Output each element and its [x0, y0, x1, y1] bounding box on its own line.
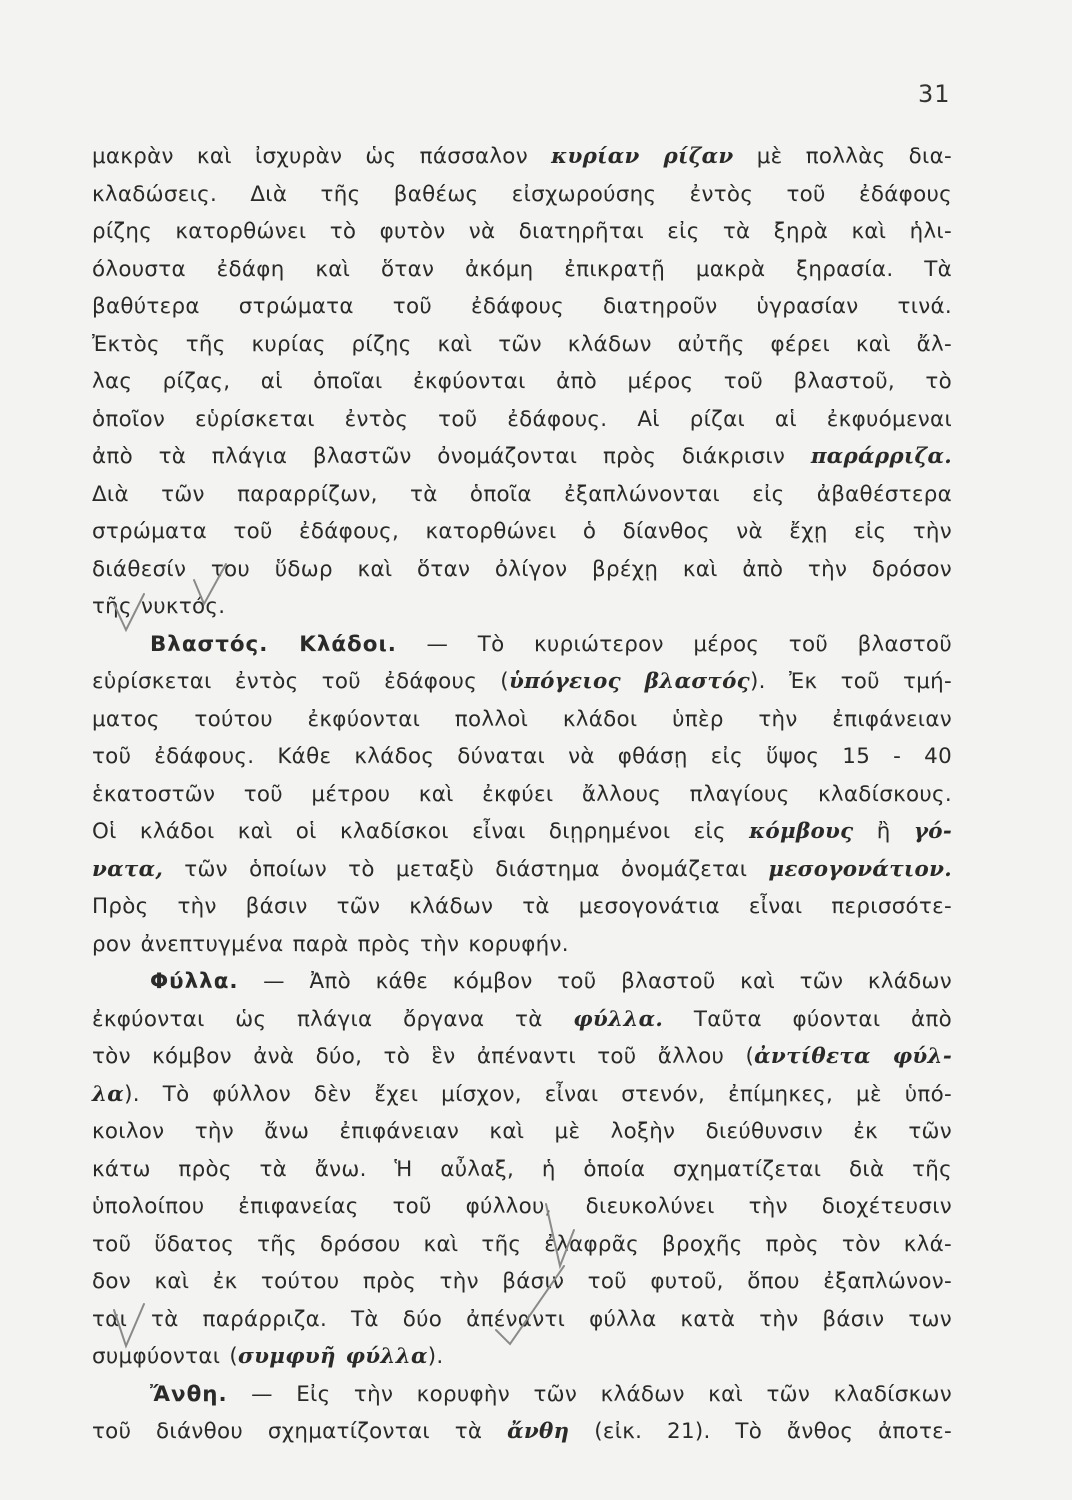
section-heading: Βλαστός. Κλάδοι.	[150, 631, 397, 657]
text-line: εὑρίσκεται ἐντὸς τοῦ ἐδάφους (ὑπόγειος βλαστός). Ἐκ τοῦ τμή-	[92, 669, 952, 694]
text-line: λας ρίζας, αἱ ὁποῖαι ἐκφύονται ἀπὸ μέρος τοῦ βλαστοῦ, τὸ	[92, 369, 952, 394]
section-heading: Φύλλα.	[150, 969, 239, 994]
text-line: λα). Τὸ φύλλον δὲν ἔχει μίσχον, εἶναι στενόν, ἐπίμηκες, μὲ ὑπό-	[92, 1081, 952, 1107]
text-line: βαθύτερα στρώματα τοῦ ἐδάφους διατηροῦν ὑγρασίαν τινά.	[92, 294, 952, 319]
text-line: ται τὰ παράρριζα. Τὰ δύο ἀπέναντι φύλλα κατὰ τὴν βάσιν των	[92, 1306, 952, 1332]
text-line: ἀπὸ τὰ πλάγια βλαστῶν ὀνομάζονται πρὸς διάκρισιν παράρριζα.	[92, 444, 952, 469]
text-line: ρον ἀνεπτυγμένα παρὰ πρὸς τὴν κορυφήν.	[92, 931, 569, 957]
section-heading-line: Φύλλα. — Ἀπὸ κάθε κόμβον τοῦ βλαστοῦ καὶ τῶν κλάδων	[150, 969, 952, 994]
text-line: συμφύονται (συμφυῆ φύλλα).	[92, 1344, 444, 1369]
text-line: τοῦ διάνθου σχηματίζονται τὰ ἄνθη (εἰκ. 21). Τὸ ἄνθος ἀποτε-	[92, 1419, 953, 1444]
text-line: Οἱ κλάδοι καὶ οἱ κλαδίσκοι εἶναι διῃρημένοι εἰς κόμβους ἢ γό-	[92, 819, 952, 844]
text-line: ἑκατοστῶν τοῦ μέτρου καὶ ἐκφύει ἄλλους πλαγίους κλαδίσκους.	[92, 781, 952, 807]
text-line: ὑπολοίπου ἐπιφανείας τοῦ φύλλου, διευκολύνει τὴν διοχέτευσιν	[92, 1194, 952, 1219]
text-line: Διὰ τῶν παραρρίζων, τὰ ὁποῖα ἐξαπλώνονται εἰς ἀβαθέστερα	[92, 481, 952, 507]
body-text	[92, 138, 952, 1451]
text-line: κοιλον τὴν ἄνω ἐπιφάνειαν καὶ μὲ λοξὴν διεύθυνσιν ἐκ τῶν	[92, 1119, 952, 1144]
section-heading: Ἄνθη.	[150, 1381, 228, 1407]
text-line: ὁποῖον εὑρίσκεται ἐντὸς τοῦ ἐδάφους. Αἱ ρίζαι αἱ ἐκφυόμεναι	[92, 406, 952, 432]
text-line: ἐκφύονται ὡς πλάγια ὄργανα τὰ φύλλα. Ταῦτα φύονται ἀπὸ	[92, 1006, 952, 1032]
text-line: τὸν κόμβον ἀνὰ δύο, τὸ ἓν ἀπέναντι τοῦ ἄλλου (ἀντίθετα φύλ-	[92, 1044, 952, 1069]
section-heading-line: Βλαστός. Κλάδοι. — Τὸ κυριώτερον μέρος τοῦ βλαστοῦ	[150, 631, 952, 657]
text-line: Πρὸς τὴν βάσιν τῶν κλάδων τὰ μεσογονάτια εἶναι περισσότε-	[92, 894, 952, 919]
text-line: μακρὰν καὶ ἰσχυρὰν ὡς πάσσαλον κυρίαν ρίζαν μὲ πολλὰς δια-	[92, 144, 952, 169]
text-line: τῆς νυκτός.	[92, 594, 226, 619]
text-line: τοῦ ἐδάφους. Κάθε κλάδος δύναται νὰ φθάσῃ εἰς ὕψος 15 - 40	[92, 744, 952, 769]
text-line: κλαδώσεις. Διὰ τῆς βαθέως εἰσχωρούσης ἐντὸς τοῦ ἐδάφους	[92, 181, 952, 207]
text-line: δον καὶ ἐκ τούτου πρὸς τὴν βάσιν τοῦ φυτοῦ, ὅπου ἐξαπλώνον-	[92, 1269, 952, 1294]
text-line: Ἐκτὸς τῆς κυρίας ρίζης καὶ τῶν κλάδων αὐτῆς φέρει καὶ ἄλ-	[92, 331, 952, 357]
text-line: ματος τούτου ἐκφύονται πολλοὶ κλάδοι ὑπὲρ τὴν ἐπιφάνειαν	[92, 706, 952, 732]
text-line: κάτω πρὸς τὰ ἄνω. Ἡ αὖλαξ, ἡ ὁποία σχηματίζεται διὰ τῆς	[92, 1156, 952, 1182]
text-line: διάθεσίν του ὕδωρ καὶ ὅταν ὀλίγον βρέχῃ καὶ ἀπὸ τὴν δρόσον	[92, 556, 952, 582]
text-line: τοῦ ὕδατος τῆς δρόσου καὶ τῆς ἐλαφρᾶς βροχῆς πρὸς τὸν κλά-	[92, 1231, 952, 1257]
text-line: ρίζης κατορθώνει τὸ φυτὸν νὰ διατηρῆται εἰς τὰ ξηρὰ καὶ ἡλι-	[92, 219, 952, 244]
section-heading-line: Ἄνθη. — Εἰς τὴν κορυφὴν τῶν κλάδων καὶ τῶν κλαδίσκων	[150, 1381, 952, 1407]
text-line: στρώματα τοῦ ἐδάφους, κατορθώνει ὁ δίανθος νὰ ἔχῃ εἰς τὴν	[92, 519, 952, 544]
page-number: 31	[918, 80, 951, 108]
text-line: νατα, τῶν ὁποίων τὸ μεταξὺ διάστημα ὀνομάζεται μεσογονάτιον.	[92, 856, 952, 882]
text-line: όλουστα ἐδάφη καὶ ὅταν ἀκόμη ἐπικρατῇ μακρὰ ξηρασία. Τὰ	[92, 256, 952, 282]
